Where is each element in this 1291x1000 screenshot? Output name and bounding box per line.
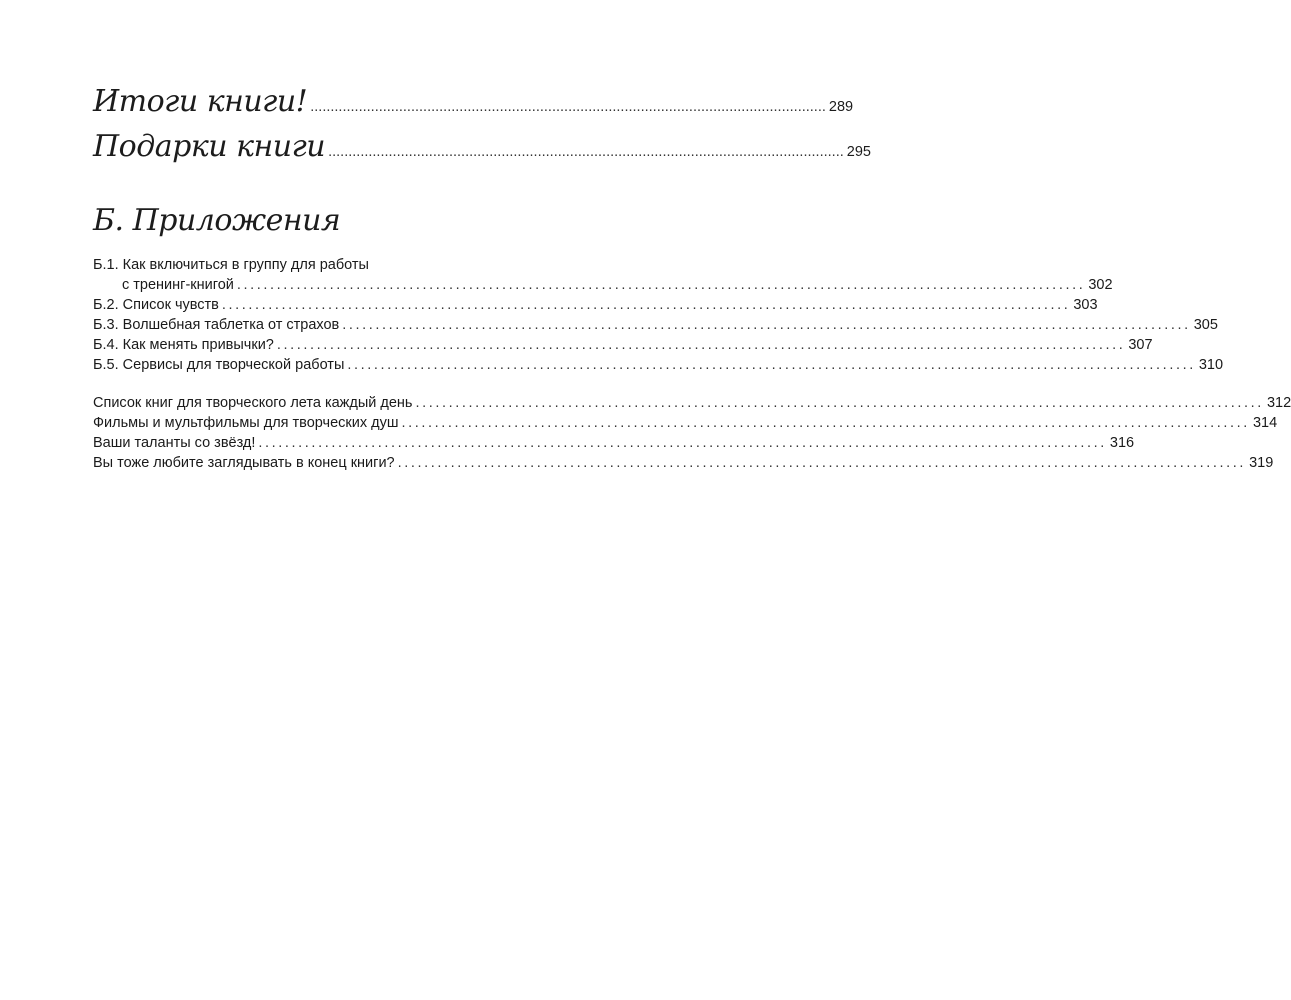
toc-entry-films[interactable]	[93, 413, 1278, 433]
toc-entry-b1[interactable]	[122, 275, 1113, 295]
toc-entry-label: Список книг для творческого лета каждый день	[93, 395, 413, 411]
toc-entry-page: 310	[1198, 357, 1224, 373]
toc-entry-b2[interactable]	[93, 295, 1098, 315]
toc-entry-label: с тренинг-книгой	[122, 277, 234, 293]
toc-entry-b1-line1[interactable]: Б.1. Как включиться в группу для работы	[93, 257, 369, 273]
toc-entry-book-list[interactable]	[93, 393, 1291, 413]
toc-entry-page: 314	[1252, 415, 1278, 431]
toc-entry-label: Б.5. Сервисы для творческой работы	[93, 357, 345, 373]
toc-entry-b5[interactable]	[93, 355, 1224, 375]
toc-entry-page: 307	[1128, 337, 1153, 353]
dot-leader: ................................................................................................................................	[397, 455, 1247, 471]
toc-entry-label: Ваши таланты со звёзд!	[93, 435, 256, 451]
toc-entry-book-end[interactable]	[93, 453, 1274, 473]
toc-entry-page: 305	[1193, 317, 1218, 333]
toc-entry-page: 295	[846, 144, 871, 160]
toc-entry-label: Вы тоже любите заглядывать в конец книги?	[93, 455, 395, 471]
toc-entry-b3[interactable]	[93, 315, 1218, 335]
toc-entry-label: Б.2. Список чувств	[93, 297, 219, 313]
dot-leader: ................................................................................................................................	[236, 277, 1086, 293]
toc-entry-page: 319	[1249, 455, 1274, 471]
dot-leader: ................................................................................................................................	[221, 297, 1071, 313]
appendix-section-title: Б. Приложения	[93, 203, 341, 238]
toc-entry-label: Б.3. Волшебная таблетка от страхов	[93, 317, 340, 333]
dot-leader: ................................................................................................................................	[415, 395, 1264, 411]
dot-leader: ................................................................................................................................	[258, 435, 1107, 451]
toc-entry-page: 303	[1073, 297, 1098, 313]
toc-entry-label: Итоги книги!	[93, 84, 308, 119]
toc-entry-label: Подарки книги	[93, 129, 326, 164]
toc-entry-page: 312	[1266, 395, 1291, 411]
dot-leader: ................................................................................................................................	[276, 337, 1126, 353]
dot-leader: ................................................................................................................................	[347, 357, 1196, 373]
toc-entry-page: 289	[828, 99, 854, 115]
toc-entry-summary[interactable]	[93, 84, 854, 119]
toc-entry-talents[interactable]	[93, 433, 1135, 453]
toc-entry-page: 302	[1088, 277, 1113, 293]
toc-entry-label: Фильмы и мультфильмы для творческих душ	[93, 415, 399, 431]
toc-entry-b4[interactable]	[93, 335, 1153, 355]
toc-entry-page: 316	[1109, 435, 1135, 451]
dot-leader: ................................................................................................................................	[328, 144, 844, 160]
table-of-contents	[93, 0, 1291, 1000]
dot-leader: ................................................................................................................................	[342, 317, 1191, 333]
dot-leader: ................................................................................................................................	[401, 415, 1250, 431]
dot-leader: ................................................................................................................................	[310, 99, 826, 115]
toc-entry-gifts[interactable]	[93, 129, 871, 164]
toc-entry-label: Б.4. Как менять привычки?	[93, 337, 274, 353]
